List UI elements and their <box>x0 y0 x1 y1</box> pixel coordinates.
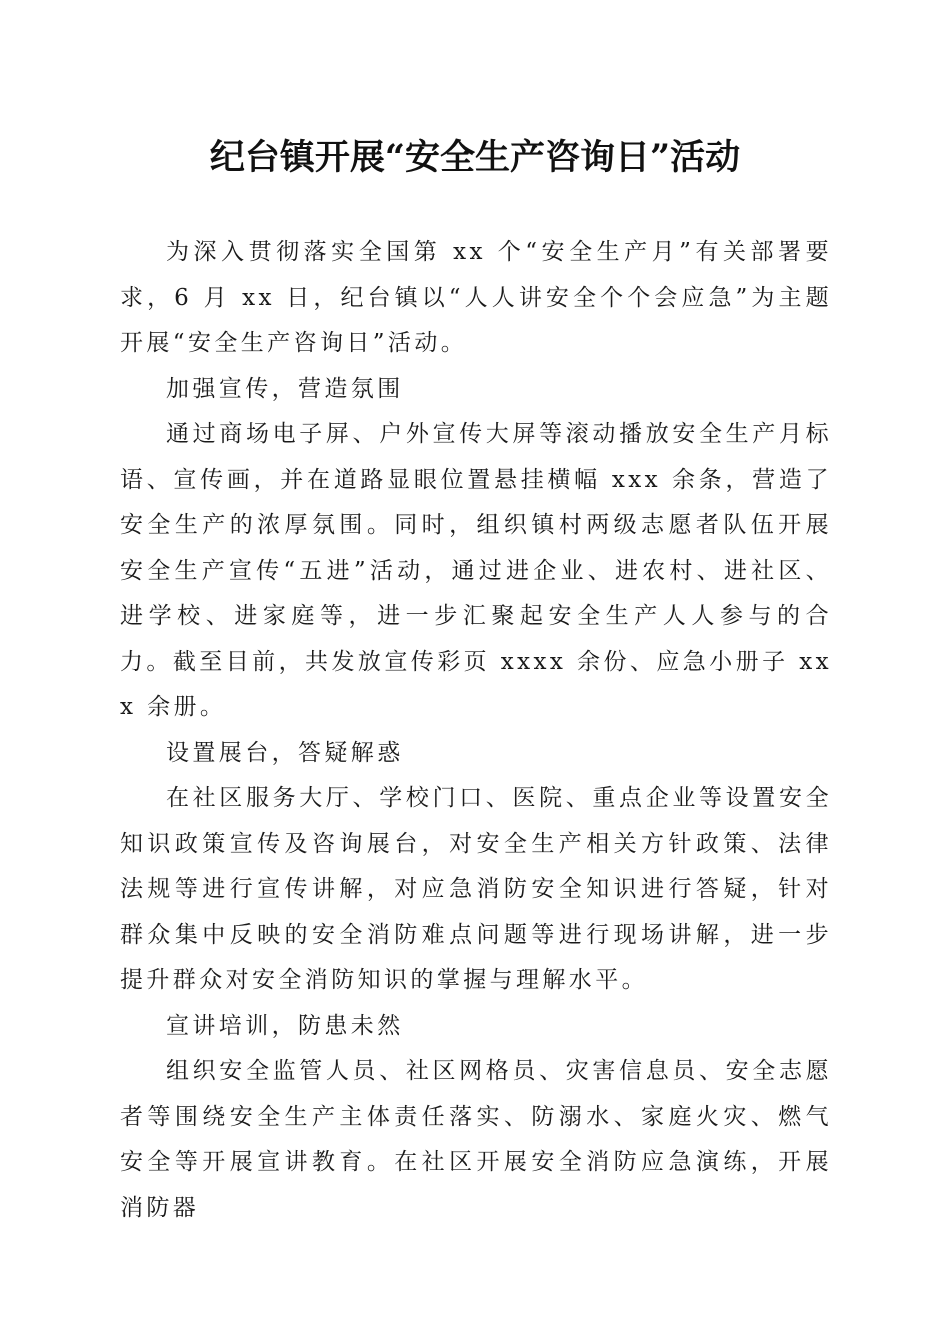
document-title: 纪台镇开展“安全生产咨询日”活动 <box>209 137 741 178</box>
section-heading-training: 宣讲培训，防患未然 <box>166 1012 404 1039</box>
document-body <box>120 230 832 1231</box>
publicity-paragraph: 通过商场电子屏、户外宣传大屏等滚动播放安全生产月标语、宣传画，并在道路显眼位置悬挂横幅 xxx 余条，营造了安全生产的浓厚氛围。同时，组织镇村两级志愿者队伍开展安全生产宣传“五进”活动，通过进企业、进农村、进社区、进学校、进家庭等，进一步汇聚起安全生产人人参与的合力。截至目前，共发放宣传彩页 xxxx 余份、应急小册子 xxx 余册。 <box>120 421 832 720</box>
intro-paragraph: 为深入贯彻落实全国第 xx 个“安全生产月”有关部署要求，6 月 xx 日，纪台镇以“人人讲安全个个会应急”为主题开展“安全生产咨询日”活动。 <box>120 239 832 356</box>
booths-paragraph: 在社区服务大厅、学校门口、医院、重点企业等设置安全知识政策宣传及咨询展台，对安全生产相关方针政策、法律法规等进行宣传讲解，对应急消防安全知识进行答疑，针对群众集中反映的安全消防难点问题等进行现场讲解，进一步提升群众对安全消防知识的掌握与理解水平。 <box>120 785 832 993</box>
section-heading-publicity: 加强宣传，营造氛围 <box>166 375 404 402</box>
training-paragraph: 组织安全监管人员、社区网格员、灾害信息员、安全志愿者等围绕安全生产主体责任落实、防溺水、家庭火灾、燃气安全等开展宣讲教育。在社区开展安全消防应急演练，开展消防器 <box>120 1058 832 1221</box>
section-heading-booths: 设置展台，答疑解惑 <box>166 739 404 766</box>
